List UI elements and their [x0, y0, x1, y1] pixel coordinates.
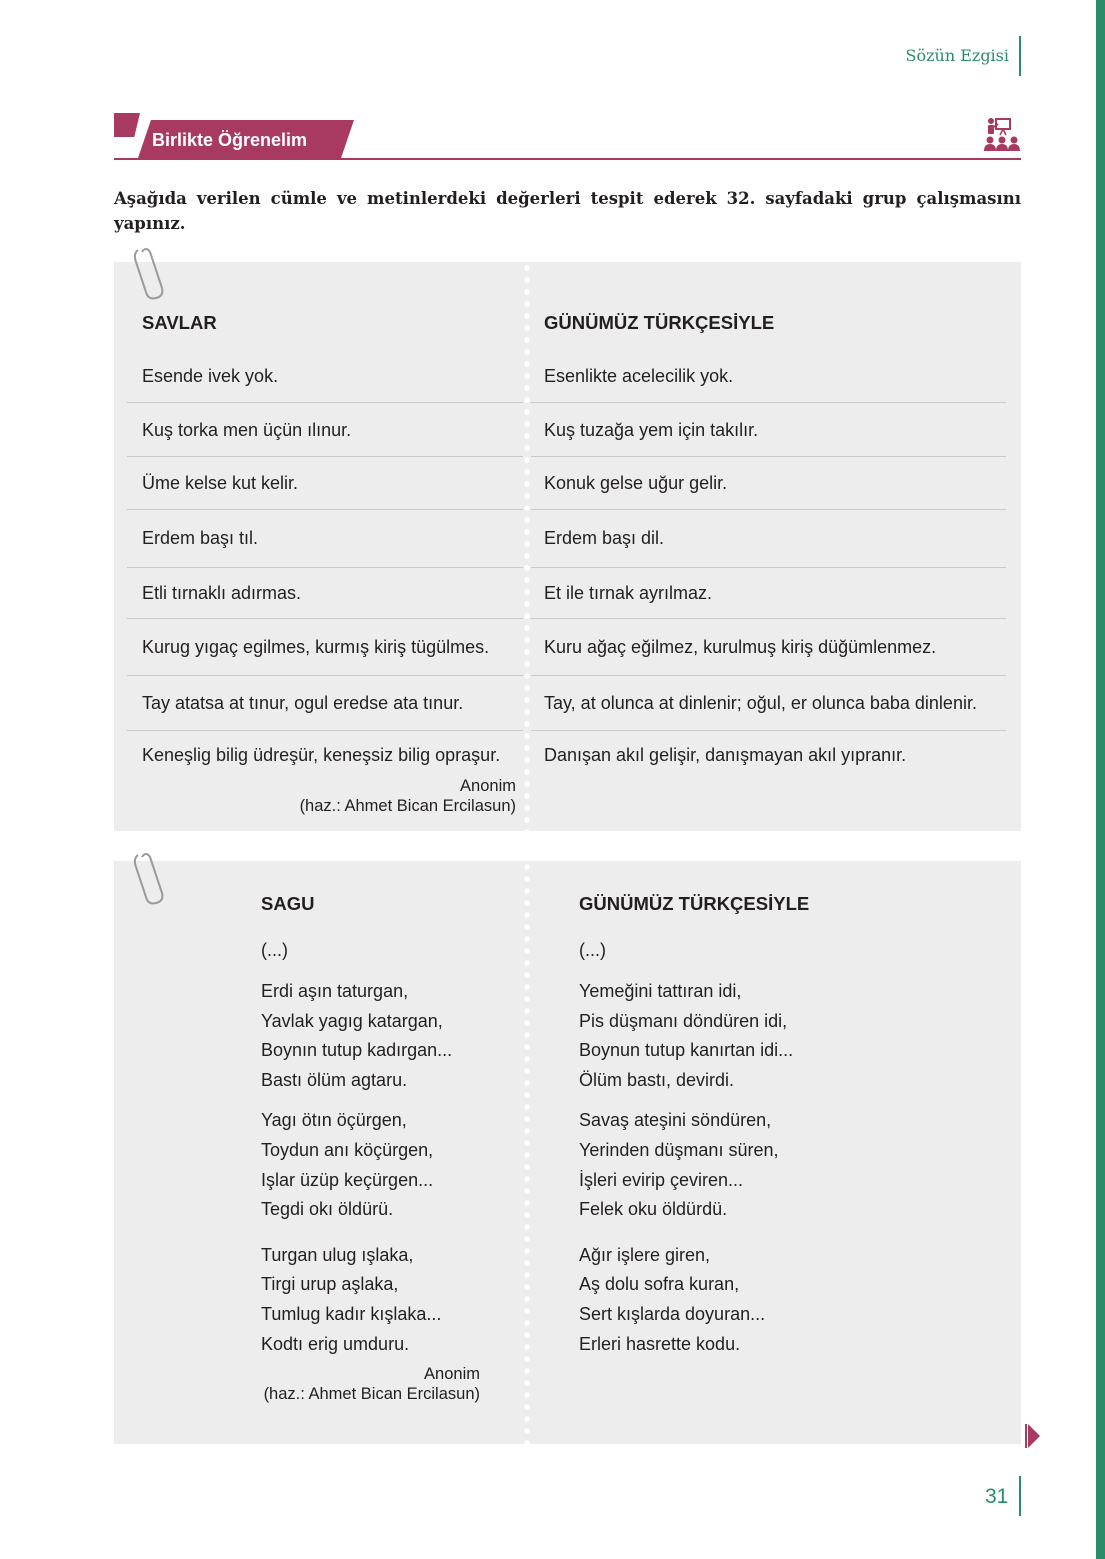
- table-row-modern: Danışan akıl gelişir, danışmayan akıl yıpranır.: [544, 744, 907, 765]
- stanza: [579, 1106, 793, 1224]
- attribution: [300, 776, 516, 816]
- attribution-author: Anonim: [460, 777, 516, 795]
- verse-line: Boynın tutup kadırgan...: [261, 1040, 453, 1061]
- page-edge-bar: [1096, 0, 1105, 1559]
- verse-line: Yagı ötın öçürgen,: [261, 1110, 407, 1131]
- table-row-modern: Konuk gelse uğur gelir.: [531, 457, 1006, 510]
- modern-poem: [579, 977, 793, 1370]
- right-heading: GÜNÜMÜZ TÜRKÇESİYLE: [544, 312, 775, 333]
- table-row-modern: Tay, at olunca at dinlenir; oğul, er olunca baba dinlenir.: [531, 677, 1006, 731]
- verse-line: Işlar üzüp keçürgen...: [261, 1169, 434, 1190]
- left-heading: SAVLAR: [142, 312, 217, 333]
- stanza: [261, 977, 452, 1095]
- next-page-arrow-icon: [1025, 1424, 1041, 1448]
- attribution-compiler: (haz.: Ahmet Bican Ercilasun): [299, 797, 516, 815]
- savlar-box: [114, 262, 1021, 831]
- table-row-original: Kuş torka men üçün ılınur.: [127, 404, 523, 457]
- verse-line: Turgan ulug ışlaka,: [261, 1244, 414, 1265]
- table-row-original: Esende ivek yok.: [127, 350, 523, 403]
- stanza: [579, 977, 793, 1095]
- original-poem: [261, 977, 452, 1370]
- table-row-original: Kurug yıgaç egilmes, kurmış kiriş tügülmes.: [127, 620, 523, 676]
- verse-line: Erleri hasrette kodu.: [579, 1333, 741, 1354]
- verse-line: Tegdi okı öldürü.: [261, 1199, 394, 1220]
- section-header: [114, 111, 1021, 161]
- page-number-divider: [1019, 1476, 1021, 1516]
- table-row-original: Üme kelse kut kelir.: [127, 457, 523, 510]
- table-row-modern: Esenlikte acelecilik yok.: [531, 350, 1006, 403]
- dotted-divider: [524, 861, 530, 1444]
- right-heading: GÜNÜMÜZ TÜRKÇESİYLE: [579, 893, 810, 914]
- table-row-modern: Kuş tuzağa yem için takılır.: [531, 404, 1006, 457]
- section-title: Birlikte Öğrenelim: [152, 130, 308, 150]
- section-underline: [114, 158, 1021, 160]
- attribution: [261, 1364, 480, 1404]
- sagu-box: [114, 861, 1021, 1444]
- table-row-original: Etli tırnaklı adırmas.: [127, 569, 523, 619]
- stanza: [261, 1241, 452, 1359]
- paperclip-icon: [128, 244, 164, 300]
- running-title: Sözün Ezgisi: [905, 46, 1009, 65]
- page-number: 31: [985, 1485, 1009, 1508]
- verse-line: Yemeğini tattıran idi,: [579, 981, 742, 1001]
- table-row-modern: Erdem başı dil.: [531, 510, 1006, 568]
- verse-line: Boynun tutup kanırtan idi...: [579, 1040, 794, 1061]
- verse-line: Toydun anı köçürgen,: [261, 1139, 434, 1160]
- verse-line: Yavlak yagıg katargan,: [261, 1010, 443, 1031]
- verse-line: İşleri evirip çeviren...: [579, 1169, 744, 1190]
- verse-line: Kodtı erig umduru.: [261, 1333, 410, 1354]
- omission-mark: (...): [579, 940, 606, 960]
- verse-line: Bastı ölüm agtaru.: [261, 1069, 408, 1090]
- verse-line: Tirgi urup aşlaka,: [261, 1274, 399, 1295]
- table-row-modern: Et ile tırnak ayrılmaz.: [531, 569, 1006, 619]
- table-row-modern: Kuru ağaç eğilmez, kurulmuş kiriş düğümlenmez.: [531, 620, 1006, 676]
- verse-line: Ağır işlere giren,: [579, 1244, 711, 1265]
- verse-line: Pis düşmanı döndüren idi,: [579, 1010, 788, 1031]
- left-heading: SAGU: [261, 893, 315, 914]
- table-row-original: Keneşlig bilig üdreşür, keneşsiz bilig opraşur.: [142, 744, 501, 765]
- running-title-divider: [1019, 36, 1021, 76]
- stanza: [579, 1241, 793, 1359]
- attribution-compiler: (haz.: Ahmet Bican Ercilasun): [263, 1385, 480, 1403]
- verse-line: Ölüm bastı, devirdi.: [579, 1069, 735, 1090]
- section-accent: [114, 113, 140, 137]
- attribution-author: Anonim: [424, 1365, 480, 1383]
- verse-line: Tumlug kadır kışlaka...: [261, 1303, 442, 1324]
- group-presentation-icon: [983, 117, 1021, 155]
- stanza: [261, 1106, 452, 1224]
- instruction-text: Aşağıda verilen cümle ve metinlerdeki değerleri tespit ederek 32. sayfadaki grup çalışmasını yapınız.: [114, 189, 1021, 233]
- dotted-divider: [524, 262, 530, 831]
- table-row-original: Tay atatsa at tınur, ogul eredse ata tınur.: [127, 677, 523, 731]
- verse-line: Erdi aşın taturgan,: [261, 981, 409, 1001]
- verse-line: Yerinden düşmanı süren,: [579, 1139, 779, 1160]
- verse-line: Felek oku öldürdü.: [579, 1199, 728, 1220]
- verse-line: Aş dolu sofra kuran,: [579, 1274, 740, 1295]
- table-row-original: Erdem başı tıl.: [127, 510, 523, 568]
- verse-line: Sert kışlarda doyuran...: [579, 1303, 766, 1324]
- verse-line: Savaş ateşini söndüren,: [579, 1110, 772, 1131]
- paperclip-icon: [128, 849, 164, 905]
- omission-mark: (...): [261, 940, 288, 960]
